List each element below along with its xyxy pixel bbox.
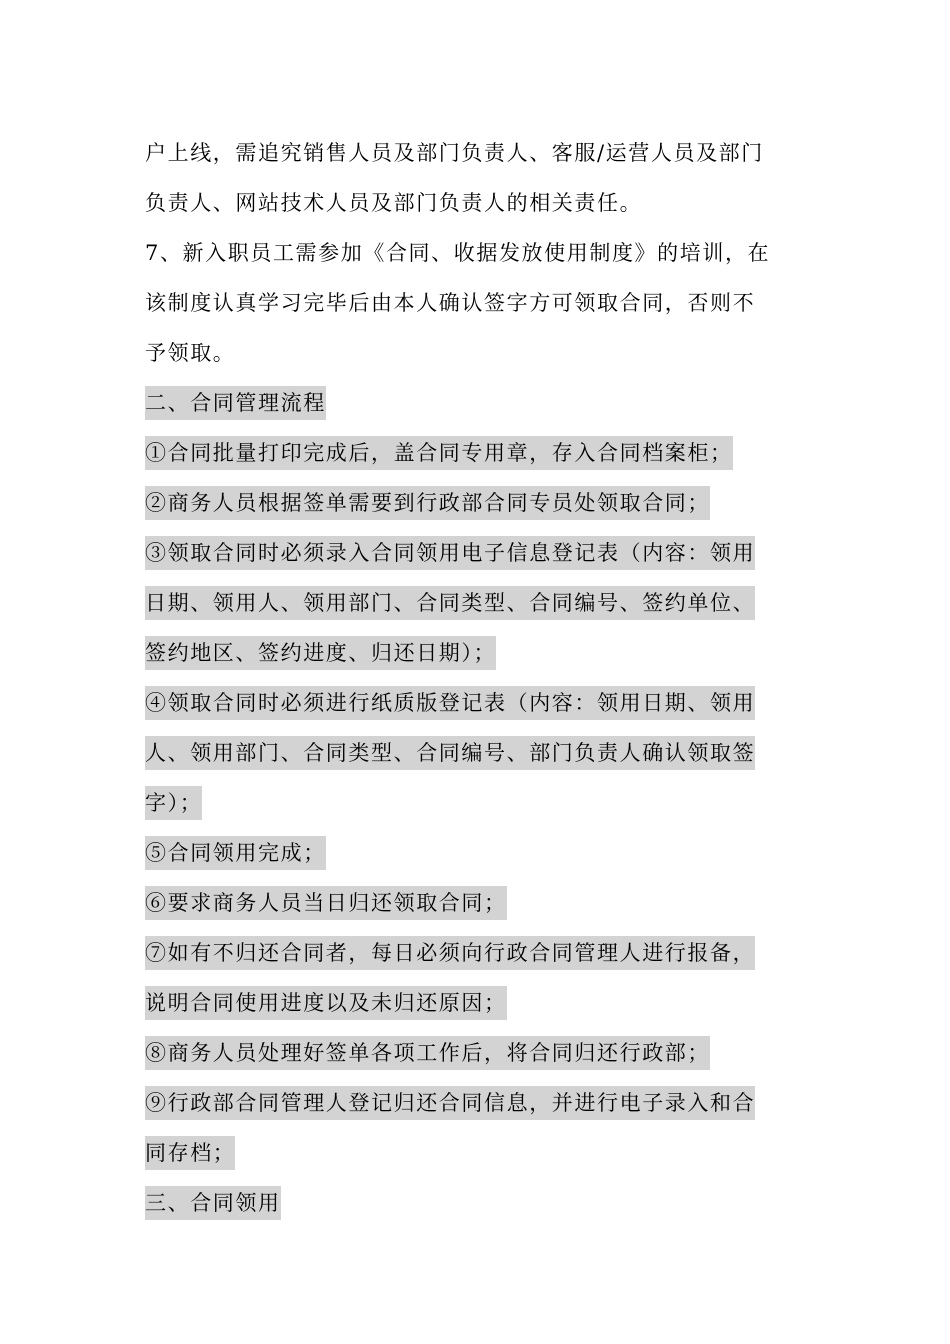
text-line: 该制度认真学习完毕后由本人确认签字方可领取合同，否则不 (145, 291, 756, 315)
section-3-heading: 三、合同领用 (145, 1186, 281, 1220)
step-line (145, 828, 815, 878)
step-7-line-2: 说明合同使用进度以及未归还原因； (145, 986, 507, 1020)
step-9-line-1: ⑨行政部合同管理人登记归还合同信息，并进行电子录入和合 (145, 1086, 755, 1120)
step-5: ⑤合同领用完成； (145, 836, 326, 870)
text-line: 户上线，需追究销售人员及部门负责人、客服/运营人员及部门 (145, 141, 764, 165)
step-line (145, 478, 815, 528)
step-3-line-3: 签约地区、签约进度、归还日期）； (145, 636, 496, 670)
paragraph-line (145, 278, 815, 328)
step-2: ②商务人员根据签单需要到行政部合同专员处领取合同； (145, 486, 710, 520)
text-line: 7、新入职员工需参加《合同、收据发放使用制度》的培训，在 (145, 241, 771, 265)
step-line (145, 928, 815, 978)
paragraph-line (145, 178, 815, 228)
step-line (145, 1028, 815, 1078)
step-line (145, 778, 815, 828)
step-3-line-1: ③领取合同时必须录入合同领用电子信息登记表（内容：领用 (145, 536, 755, 570)
step-line (145, 428, 815, 478)
step-7-line-1: ⑦如有不归还合同者，每日必须向行政合同管理人进行报备， (145, 936, 755, 970)
step-3-line-2: 日期、领用人、领用部门、合同类型、合同编号、签约单位、 (145, 586, 755, 620)
text-line: 负责人、网站技术人员及部门负责人的相关责任。 (145, 191, 643, 215)
section-2-heading: 二、合同管理流程 (145, 386, 326, 420)
step-4-line-1: ④领取合同时必须进行纸质版登记表（内容：领用日期、领用 (145, 686, 755, 720)
step-4-line-2: 人、领用部门、合同类型、合同编号、部门负责人确认领取签 (145, 736, 755, 770)
step-line (145, 728, 815, 778)
step-4-line-3: 字）； (145, 786, 202, 820)
step-6: ⑥要求商务人员当日归还领取合同； (145, 886, 507, 920)
step-9-line-2: 同存档； (145, 1136, 235, 1170)
step-line (145, 978, 815, 1028)
paragraph-line (145, 328, 815, 378)
step-line (145, 1128, 815, 1178)
step-8: ⑧商务人员处理好签单各项工作后，将合同归还行政部； (145, 1036, 710, 1070)
section-heading (145, 378, 815, 428)
paragraph-line (145, 128, 815, 178)
text-line: 予领取。 (145, 341, 236, 365)
step-line (145, 528, 815, 578)
step-line (145, 878, 815, 928)
step-line (145, 578, 815, 628)
step-line (145, 678, 815, 728)
step-line (145, 1078, 815, 1128)
section-heading (145, 1178, 815, 1228)
paragraph-line (145, 228, 815, 278)
step-line (145, 628, 815, 678)
step-1: ①合同批量打印完成后，盖合同专用章，存入合同档案柜； (145, 436, 733, 470)
document-body (145, 128, 815, 1228)
